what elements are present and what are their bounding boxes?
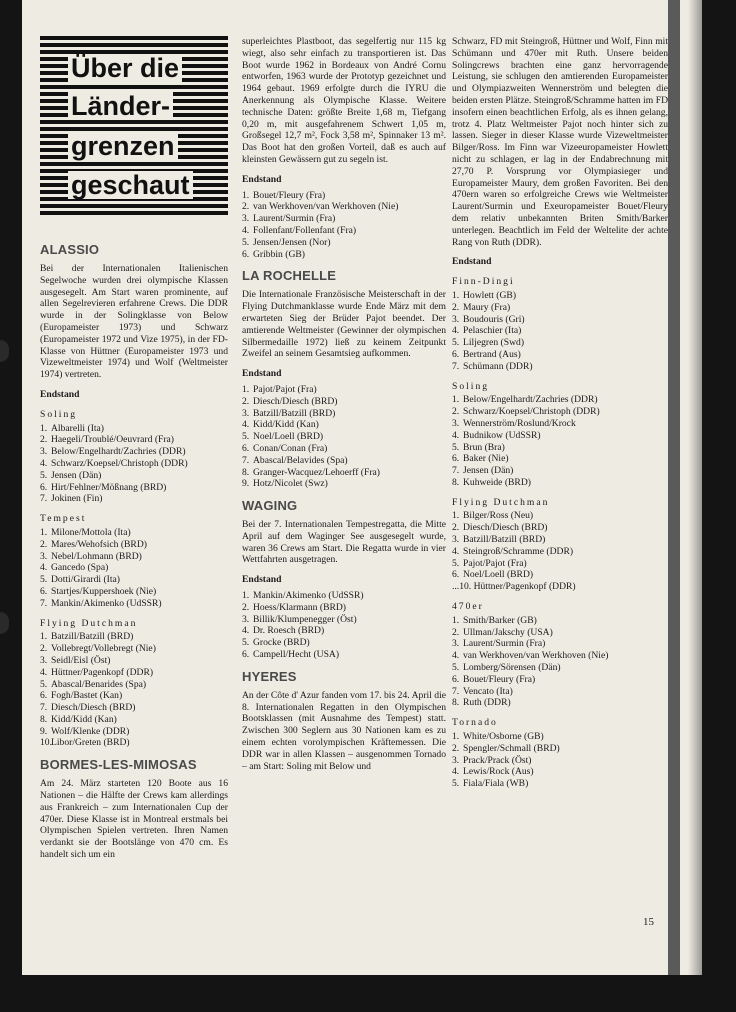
rank-number: 3. bbox=[242, 213, 250, 225]
result-name: Lomberg/Sörensen (Dän) bbox=[463, 662, 561, 674]
result-entry bbox=[452, 325, 668, 337]
rank-number: 5. bbox=[452, 441, 460, 453]
result-name: Bilger/Ross (Neu) bbox=[463, 510, 534, 522]
result-entry bbox=[452, 615, 668, 627]
rank-number: 1. bbox=[40, 631, 48, 643]
result-name: Dotti/Girardi (Ita) bbox=[51, 574, 120, 586]
section-heading: LA ROCHELLE bbox=[242, 268, 337, 284]
body-paragraph: superleichtes Plastboot, das segelfertig nur 115 kg wiegt, also sehr einfach zu transportieren ist. Das Boot wurde 1962 in Bordeaux von André Cornu entworfen, 1963 wurde der Prototyp gezeichnet und 1964 gebaut. 1969 erfolgte durch die IYRU die Anerkennung als Olympische Klasse. Weitere technische Daten: größte Breite 1,68 m, Tiefgang 0,20 m, mit ausgefahrenem Schwert 1,05 m, Großsegel 12,7 m², Fock 3,58 m², Spinnaker 13 m². Das Boot hat den großen Vorteil, daß es auch auf kleinsten Gewässern gut zu segeln ist. bbox=[242, 36, 446, 165]
rank-number: 5. bbox=[452, 337, 460, 349]
result-entry bbox=[40, 631, 228, 643]
result-entry bbox=[452, 650, 668, 662]
result-entry bbox=[452, 778, 668, 790]
rank-number: 6. bbox=[452, 673, 460, 685]
rank-number: 1. bbox=[242, 590, 250, 602]
boat-class-heading: Flying Dutchman bbox=[40, 617, 138, 629]
result-name: Schümann (DDR) bbox=[463, 360, 533, 372]
result-entry bbox=[452, 743, 668, 755]
rank-number: 3. bbox=[452, 313, 460, 325]
results-list bbox=[242, 384, 446, 490]
rank-number: 8. bbox=[452, 697, 460, 709]
rank-number: 9. bbox=[242, 478, 250, 490]
rank-number: 5. bbox=[242, 236, 250, 248]
result-name: Conan/Conan (Fra) bbox=[253, 442, 328, 454]
result-entry bbox=[40, 470, 228, 482]
body-paragraph: Bei der 7. Internationalen Tempestregatta, die Mitte April auf dem Waginger See ausgesegelt wurde, waren 36 Crews am Start. Die Regatta wurde in vier Wettfahrten ausgetragen. bbox=[242, 519, 446, 566]
boat-class-heading: Soling bbox=[452, 380, 490, 392]
rank-number: 2. bbox=[242, 395, 250, 407]
rank-number: 7. bbox=[452, 465, 460, 477]
result-entry bbox=[452, 290, 668, 302]
result-entry bbox=[40, 539, 228, 551]
results-heading: Endstand bbox=[242, 173, 282, 185]
results-heading: Endstand bbox=[452, 256, 492, 268]
result-entry bbox=[452, 442, 668, 454]
result-name: Laurent/Surmin (Fra) bbox=[253, 213, 336, 225]
rank-number: 8. bbox=[40, 713, 48, 725]
result-entry bbox=[40, 423, 228, 435]
rank-number: 4. bbox=[452, 325, 460, 337]
rank-number: 3. bbox=[242, 613, 250, 625]
result-name: Dr. Roesch (BRD) bbox=[253, 625, 325, 637]
rank-number: 6. bbox=[242, 442, 250, 454]
column-2 bbox=[242, 36, 446, 780]
result-name: Schwarz/Koepsel/Christoph (DDR) bbox=[51, 457, 188, 469]
result-name: Brun (Bra) bbox=[463, 441, 505, 453]
rank-number: 1. bbox=[452, 394, 460, 406]
result-entry bbox=[40, 598, 228, 610]
rank-number: 2. bbox=[242, 201, 250, 213]
rank-number: 4. bbox=[452, 650, 460, 662]
results-heading: Endstand bbox=[40, 388, 80, 400]
result-name: Libor/Greten (BRD) bbox=[51, 737, 130, 749]
result-name: Pajot/Pajot (Fra) bbox=[253, 383, 317, 395]
result-name: Pelaschier (Ita) bbox=[463, 325, 522, 337]
result-name: Abascal/Belavides (Spa) bbox=[253, 454, 348, 466]
result-entry bbox=[452, 627, 668, 639]
results-heading: Endstand bbox=[242, 574, 282, 586]
magazine-page bbox=[22, 0, 702, 975]
result-name: Prack/Prack (Öst) bbox=[463, 754, 532, 766]
body-paragraph: Schwarz, FD mit Steingroß, Hüttner und Wolf, Finn mit Schümann und 470er mit Ruth. Unsere beiden Solingcrews brachten eine ganz hervorragende Leistung, sie schlugen den amtierenden Europameister und Olympiazweiten Wennerström und belegten die beiden ersten Plätze. Steingroß/Schramme hatten im FD insofern einen beachtlichen Erfolg, als es ihnen gelang, trotz 4. Platz Weltmeister Pajot noch hinter sich zu lassen. Sieger in dieser Klasse wurde Vizeweltmeister Bilger/Ross. Im Finn war Vizeeuropameister Howlett nicht zu schlagen, er lag in der Endabrechnung mit 27,70 P. Vorsprung vor Olympiasieger und Europameister Maury, dem großen Favoriten. Bei den 470ern waren so erfolgreiche Crews wie Weltmeister Laurent/Surmin und Exeuropameister Bouet/Fleury dem relativ unbekannten Briten Smith/Barker unterlegen. Beachtlich im Feld der Weltelite der achte Rang von Ruth (DDR). bbox=[452, 36, 668, 248]
result-name: Below/Engelhardt/Zachries (DDR) bbox=[463, 394, 598, 406]
section-heading: ALASSIO bbox=[40, 242, 100, 257]
result-name: Mares/Wehofsich (BRD) bbox=[51, 538, 147, 550]
result-name: Boudouris (Gri) bbox=[463, 313, 525, 325]
results-list bbox=[40, 423, 228, 506]
rank-number: 2. bbox=[452, 626, 460, 638]
rank-number: 6. bbox=[452, 569, 460, 581]
result-entry bbox=[452, 430, 668, 442]
result-name: Abascal/Benarides (Spa) bbox=[51, 678, 147, 690]
rank-number: 4. bbox=[40, 666, 48, 678]
result-name: Laurent/Surmin (Fra) bbox=[463, 638, 546, 650]
result-entry bbox=[40, 737, 228, 749]
headline-line: Über die bbox=[68, 54, 182, 82]
rank-number: 6. bbox=[452, 348, 460, 360]
results-list bbox=[452, 615, 668, 709]
result-entry bbox=[40, 493, 228, 505]
result-name: Budnikow (UdSSR) bbox=[463, 429, 541, 441]
results-list bbox=[242, 590, 446, 661]
result-entry bbox=[40, 482, 228, 494]
result-name: Milone/Mottola (Ita) bbox=[51, 526, 131, 538]
result-name: Kuhweide (BRD) bbox=[463, 476, 531, 488]
result-entry bbox=[40, 551, 228, 563]
result-entry bbox=[242, 249, 446, 261]
result-name: Kidd/Kidd (Kan) bbox=[253, 419, 319, 431]
result-name: Grocke (BRD) bbox=[253, 637, 310, 649]
result-entry bbox=[242, 602, 446, 614]
result-entry bbox=[242, 614, 446, 626]
rank-number: 6. bbox=[242, 248, 250, 260]
result-entry bbox=[40, 574, 228, 586]
result-name: Follenfant/Follenfant (Fra) bbox=[253, 224, 357, 236]
result-entry bbox=[40, 702, 228, 714]
result-entry bbox=[242, 637, 446, 649]
results-list bbox=[452, 731, 668, 790]
result-entry bbox=[452, 406, 668, 418]
result-name: Nebel/Lohmann (BRD) bbox=[51, 550, 142, 562]
rank-number: 5. bbox=[40, 574, 48, 586]
result-name: ...10. Hüttner/Pagenkopf (DDR) bbox=[452, 581, 576, 593]
result-entry bbox=[452, 686, 668, 698]
result-entry bbox=[242, 455, 446, 467]
rank-number: 6. bbox=[452, 453, 460, 465]
result-entry bbox=[452, 674, 668, 686]
result-entry bbox=[40, 586, 228, 598]
result-entry bbox=[40, 643, 228, 655]
result-name: Bouet/Fleury (Fra) bbox=[463, 673, 536, 685]
rank-number: 8. bbox=[242, 466, 250, 478]
result-name: Gancedo (Spa) bbox=[51, 562, 109, 574]
rank-number: 7. bbox=[40, 493, 48, 505]
result-name: Ruth (DDR) bbox=[463, 697, 511, 709]
results-list bbox=[242, 190, 446, 261]
result-name: Vollebregt/Vollebregt (Nie) bbox=[51, 643, 156, 655]
result-name: Granger-Wacquez/Lehoerff (Fra) bbox=[253, 466, 380, 478]
result-name: Billik/Klumpenegger (Öst) bbox=[253, 613, 357, 625]
headline-banner bbox=[40, 36, 228, 216]
result-entry bbox=[242, 478, 446, 490]
result-entry bbox=[40, 527, 228, 539]
result-entry bbox=[452, 755, 668, 767]
rank-number: 8. bbox=[452, 476, 460, 488]
section-heading: WAGING bbox=[242, 498, 298, 514]
result-name: Batzill/Batzill (BRD) bbox=[463, 534, 546, 546]
rank-number: 7. bbox=[40, 597, 48, 609]
rank-number: 3. bbox=[452, 754, 460, 766]
rank-number: 3. bbox=[452, 534, 460, 546]
rank-number: 4. bbox=[40, 562, 48, 574]
results-list bbox=[452, 290, 668, 373]
result-name: Pajot/Pajot (Fra) bbox=[463, 557, 527, 569]
body-paragraph: An der Côte d' Azur fanden vom 17. bis 24. April die 8. Internationalen Regatten in den Olympischen Bootsklassen (mit Ausnahme des Tempest) statt. Zwischen 300 Seglern aus 30 Nationen kam es zu einem echten vorolympischen Kräftemessen. Die DDR war in allen Klassen – ausgenommen Tornado – am Start: Soling mit Below und bbox=[242, 689, 446, 772]
rank-number: 3. bbox=[40, 654, 48, 666]
result-name: Bouet/Fleury (Fra) bbox=[253, 189, 326, 201]
result-name: Fogh/Bastet (Kan) bbox=[51, 690, 123, 702]
binder-hole bbox=[0, 340, 9, 362]
results-list bbox=[452, 394, 668, 488]
result-entry bbox=[452, 302, 668, 314]
result-entry bbox=[242, 467, 446, 479]
rank-number: 4. bbox=[242, 625, 250, 637]
result-entry bbox=[242, 419, 446, 431]
result-entry bbox=[452, 546, 668, 558]
result-entry bbox=[40, 434, 228, 446]
result-name: Mankin/Akimenko (UdSSR) bbox=[51, 597, 162, 609]
rank-number: 1. bbox=[452, 614, 460, 626]
result-entry bbox=[242, 237, 446, 249]
result-name: Hirt/Fehlner/Mößnang (BRD) bbox=[51, 481, 167, 493]
rank-number: 1. bbox=[40, 526, 48, 538]
result-entry bbox=[452, 477, 668, 489]
result-entry bbox=[452, 465, 668, 477]
result-name: Jokinen (Fin) bbox=[51, 493, 103, 505]
rank-number: 2. bbox=[452, 522, 460, 534]
rank-number: 7. bbox=[452, 685, 460, 697]
result-entry bbox=[40, 655, 228, 667]
result-name: Steingroß/Schramme (DDR) bbox=[463, 545, 574, 557]
result-name: Below/Engelhardt/Zachries (DDR) bbox=[51, 446, 186, 458]
result-name: Bertrand (Aus) bbox=[463, 348, 521, 360]
binder-hole bbox=[0, 612, 9, 634]
rank-number: 6. bbox=[242, 649, 250, 661]
body-paragraph: Am 24. März starteten 120 Boote aus 16 Nationen – die Hälfte der Crews kam allerdings aus Frankreich – zum Internationalen Cup der 470er. Diese Klasse ist in Montreal erstmals bei Olympischen Spielen vertreten. Ihren Namen verdankt sie der Bootslänge von 470 cm. Es handelt sich um ein bbox=[40, 778, 228, 861]
section-heading: HYERES bbox=[242, 668, 297, 684]
rank-number: 5. bbox=[452, 778, 460, 790]
rank-number: 2. bbox=[40, 538, 48, 550]
rank-number: 9. bbox=[40, 725, 48, 737]
result-name: Fiala/Fiala (WB) bbox=[463, 778, 529, 790]
rank-number: 5. bbox=[242, 637, 250, 649]
result-name: Lewis/Rock (Aus) bbox=[463, 766, 534, 778]
binding-edge bbox=[668, 0, 680, 975]
rank-number: 3. bbox=[40, 550, 48, 562]
rank-number: 2. bbox=[242, 601, 250, 613]
rank-number: 2. bbox=[452, 742, 460, 754]
result-name: Vencato (Ita) bbox=[463, 685, 513, 697]
rank-number: 2. bbox=[452, 406, 460, 418]
result-name: Haegeli/Troublé/Oeuvrard (Fra) bbox=[51, 434, 174, 446]
results-heading: Endstand bbox=[242, 368, 282, 380]
result-name: Noel/Loell (BRD) bbox=[463, 569, 534, 581]
result-entry bbox=[242, 431, 446, 443]
result-entry bbox=[452, 581, 668, 593]
result-entry bbox=[452, 558, 668, 570]
result-entry bbox=[452, 731, 668, 743]
boat-class-heading: Soling bbox=[40, 408, 78, 420]
result-name: Smith/Barker (GB) bbox=[463, 614, 537, 626]
rank-number: 5. bbox=[452, 557, 460, 569]
headline-line: Länder- bbox=[68, 92, 173, 120]
result-entry bbox=[242, 408, 446, 420]
result-entry bbox=[452, 337, 668, 349]
rank-number: 1. bbox=[452, 289, 460, 301]
results-list bbox=[452, 510, 668, 593]
result-name: Diesch/Diesch (BRD) bbox=[463, 522, 548, 534]
column-3 bbox=[452, 36, 668, 792]
boat-class-heading: Tempest bbox=[40, 513, 87, 525]
result-entry bbox=[452, 638, 668, 650]
result-name: Wennerström/Roslund/Krock bbox=[463, 417, 576, 429]
rank-number: 2. bbox=[40, 643, 48, 655]
result-name: Ullman/Jakschy (USA) bbox=[463, 626, 553, 638]
result-name: Campell/Hecht (USA) bbox=[253, 649, 340, 661]
result-name: Jensen/Jensen (Nor) bbox=[253, 236, 331, 248]
rank-number: 3. bbox=[452, 638, 460, 650]
result-name: Hüttner/Pagenkopf (DDR) bbox=[51, 666, 154, 678]
rank-number: 1. bbox=[242, 189, 250, 201]
result-entry bbox=[452, 453, 668, 465]
result-name: Noel/Loell (BRD) bbox=[253, 431, 324, 443]
result-name: van Werkhoven/van Werkhoven (Nie) bbox=[253, 201, 399, 213]
result-entry bbox=[242, 201, 446, 213]
rank-number: 5. bbox=[242, 431, 250, 443]
column-1 bbox=[40, 36, 228, 869]
result-entry bbox=[40, 679, 228, 691]
result-name: Batzill/Batzill (BRD) bbox=[253, 407, 336, 419]
rank-number: 3. bbox=[452, 417, 460, 429]
rank-number: 2. bbox=[452, 301, 460, 313]
result-entry bbox=[452, 418, 668, 430]
rank-number: 2. bbox=[40, 434, 48, 446]
rank-number: 4. bbox=[452, 766, 460, 778]
result-entry bbox=[242, 625, 446, 637]
result-name: Mankin/Akimenko (UdSSR) bbox=[253, 590, 364, 602]
result-entry bbox=[242, 225, 446, 237]
headline-line: grenzen bbox=[68, 132, 178, 160]
rank-number: 3. bbox=[40, 446, 48, 458]
result-name: Diesch/Diesch (BRD) bbox=[253, 395, 338, 407]
boat-class-heading: Finn-Dingi bbox=[452, 276, 515, 288]
rank-number: 1. bbox=[40, 422, 48, 434]
result-entry bbox=[40, 714, 228, 726]
result-name: van Werkhoven/van Werkhoven (Nie) bbox=[463, 650, 609, 662]
column-1-body bbox=[40, 242, 228, 861]
result-entry bbox=[452, 662, 668, 674]
result-name: Diesch/Diesch (BRD) bbox=[51, 702, 136, 714]
result-name: Schwarz/Koepsel/Christoph (DDR) bbox=[463, 406, 600, 418]
result-entry bbox=[242, 443, 446, 455]
rank-number: 1. bbox=[452, 731, 460, 743]
result-entry bbox=[452, 697, 668, 709]
section-heading: BORMES-LES-MIMOSAS bbox=[40, 757, 197, 773]
rank-number: 5. bbox=[40, 678, 48, 690]
result-entry bbox=[242, 396, 446, 408]
rank-number: 4. bbox=[242, 224, 250, 236]
rank-number: 1. bbox=[452, 510, 460, 522]
result-entry bbox=[242, 649, 446, 661]
body-paragraph: Bei der Internationalen Italienischen Segelwoche wurden drei olympische Klassen ausgesegelt. Am Start waren prominente, auf allen Segelrevieren erfahrene Crews. Die DDR wurde in der Solingklasse von Below (Europameister 1973) und Schwarz (Europameister 1972 und Vize 1975), in der FD-Klasse von Hüttner (Europameister 1973 und Vizeweltmeister 1974) und Wolf (Weltmeister 1974) vertreten. bbox=[40, 263, 228, 381]
boat-class-heading: 470er bbox=[452, 601, 484, 613]
result-name: Jensen (Dän) bbox=[463, 465, 514, 477]
rank-number: 7. bbox=[452, 360, 460, 372]
rank-number: 3. bbox=[242, 407, 250, 419]
result-entry bbox=[40, 667, 228, 679]
rank-number: 5. bbox=[452, 662, 460, 674]
result-name: White/Osborne (GB) bbox=[463, 731, 544, 743]
result-entry bbox=[452, 522, 668, 534]
body-paragraph: Die Internationale Französische Meisterschaft in der Flying Dutchmanklasse wurde Ende März mit dem erwarteten Sieg der Brüder Pajot beendet. Der amtierende Weltmeister (Gewinner der olympischen Silbermedaille 1972) ließ zu keinem Zeitpunkt Zweifel an seinem Gesamtsieg aufkommen. bbox=[242, 289, 446, 360]
result-entry bbox=[452, 766, 668, 778]
result-entry bbox=[452, 349, 668, 361]
result-entry bbox=[452, 569, 668, 581]
result-entry bbox=[40, 562, 228, 574]
page-number: 15 bbox=[643, 916, 654, 928]
rank-number: 1. bbox=[242, 383, 250, 395]
result-name: Startjes/Kuppershoek (Nie) bbox=[51, 585, 157, 597]
result-name: Jensen (Dän) bbox=[51, 469, 102, 481]
rank-number: 4. bbox=[452, 429, 460, 441]
result-name: Seidl/Eisl (Öst) bbox=[51, 654, 111, 666]
rank-number: 4. bbox=[452, 545, 460, 557]
rank-number: 7. bbox=[40, 702, 48, 714]
result-entry bbox=[40, 690, 228, 702]
result-entry bbox=[452, 394, 668, 406]
result-entry bbox=[452, 361, 668, 373]
rank-number: 6. bbox=[40, 585, 48, 597]
results-list bbox=[40, 631, 228, 749]
boat-class-heading: Flying Dutchman bbox=[452, 496, 550, 508]
result-name: Liljegren (Swd) bbox=[463, 337, 525, 349]
result-name: Howlett (GB) bbox=[463, 289, 517, 301]
result-name: Spengler/Schmall (BRD) bbox=[463, 742, 560, 754]
result-name: Hoess/Klarmann (BRD) bbox=[253, 601, 346, 613]
result-entry bbox=[242, 190, 446, 202]
rank-number: 4. bbox=[242, 419, 250, 431]
result-entry bbox=[40, 458, 228, 470]
rank-number: 10. bbox=[40, 737, 52, 749]
rank-number: 7. bbox=[242, 454, 250, 466]
result-entry bbox=[242, 213, 446, 225]
boat-class-heading: Tornado bbox=[452, 717, 498, 729]
result-entry bbox=[452, 314, 668, 326]
result-name: Batzill/Batzill (BRD) bbox=[51, 631, 134, 643]
result-name: Baker (Nie) bbox=[463, 453, 509, 465]
rank-number: 6. bbox=[40, 481, 48, 493]
result-entry bbox=[40, 726, 228, 738]
result-name: Maury (Fra) bbox=[463, 301, 511, 313]
rank-number: 5. bbox=[40, 469, 48, 481]
headline-line: geschaut bbox=[68, 171, 193, 199]
rank-number: 4. bbox=[40, 457, 48, 469]
result-entry bbox=[242, 590, 446, 602]
rank-number: 6. bbox=[40, 690, 48, 702]
result-name: Wolf/Klenke (DDR) bbox=[51, 725, 130, 737]
results-list bbox=[40, 527, 228, 610]
result-name: Gribbin (GB) bbox=[253, 248, 305, 260]
result-entry bbox=[40, 446, 228, 458]
result-name: Hotz/Nicolet (Swz) bbox=[253, 478, 328, 490]
result-entry bbox=[452, 534, 668, 546]
result-entry bbox=[242, 384, 446, 396]
result-entry bbox=[452, 510, 668, 522]
result-name: Kidd/Kidd (Kan) bbox=[51, 713, 117, 725]
result-name: Albarelli (Ita) bbox=[51, 422, 105, 434]
